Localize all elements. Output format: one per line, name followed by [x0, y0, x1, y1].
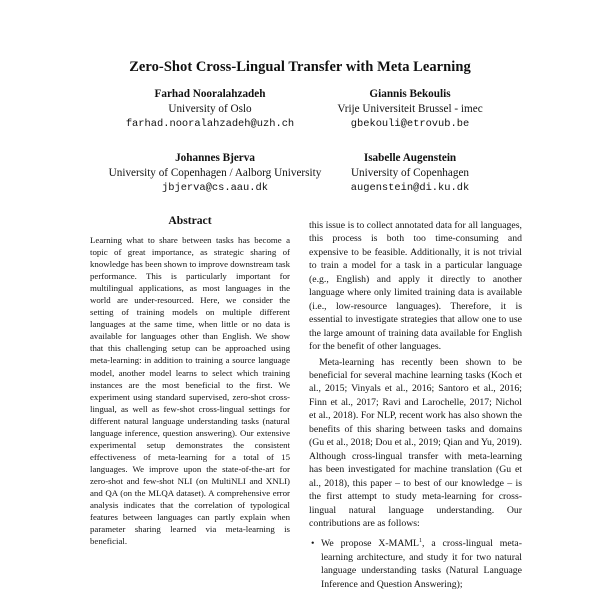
contribution-text-start: We propose X-MAML: [321, 538, 420, 550]
bullet-icon: •: [311, 538, 315, 550]
author-block-4: [300, 151, 520, 196]
author-name: Farhad Nooralahzadeh: [154, 88, 266, 100]
abstract-text: Learning what to share between tasks has become a topic of great importance, as strategic sharing of knowledge has been shown to improve downstream task performance. This is particularly important for multilingual applications, as most languages in the world are under-resourced. Here, we consider the setting of training models on multiple different languages at the same time, when little or no data is available for languages other than English. We show that this challenging setup can be approached using meta-learning: in addition to training a source language model, another model learns to select which training instances are the most beneficial to the first. We experiment using standard supervised, zero-shot cross-lingual, as well as few-shot cross-lingual settings for different natural language understanding tasks (natural language inference, question answering). Our extensive experimental setup demonstrates the consistent effectiveness of meta-learning for a total of 15 languages. We improve upon the state-of-the-art for zero-shot and few-shot NLI (on MultiNLI and XNLI) and QA (on the MLQA dataset). A comprehensive error analysis indicates that the correlation of typological features between languages can partly explain when parameter sharing learned via meta-learning is beneficial.: [90, 235, 290, 547]
body-paragraph-2: Meta-learning has recently been shown to be beneficial for several machine learning tasks (Koch et al., 2015; Vinyals et al., 2016; Santoro et al., 2016; Finn et al., 2017; Ravi and Larochelle, 2017; Nichol et al., 2018). For NLP, recent work has also shown the benefits of this sharing between tasks and domains (Gu et al., 2018; Dou et al., 2019; Qian and Yu, 2019). Although cross-lingual transfer with meta-learning has been investigated for machine translation (Gu et al., 2018), this paper – to best of our knowledge – is the first attempt to study meta-learning for cross-lingual natural language understanding. Our contributions are as follows:: [309, 356, 522, 529]
paper-title: Zero-Shot Cross-Lingual Transfer with Meta Learning: [129, 59, 471, 75]
author-block-1: [90, 87, 330, 132]
body-column-right: [309, 219, 522, 591]
author-email: gbekouli@etrovub.be: [350, 118, 470, 130]
footnote-marker: 1: [419, 538, 423, 545]
author-email: farhad.nooralahzadeh@uzh.ch: [125, 118, 295, 130]
author-affiliation: University of Copenhagen: [350, 167, 470, 179]
abstract-heading: Abstract: [168, 214, 212, 227]
contribution-text-end: , a cross-lingual meta-learning architecture, and study it for two natural language understanding tasks (Natural Language Inference and Question Answering);: [321, 538, 522, 590]
author-email: augenstein@di.ku.dk: [350, 182, 470, 194]
contribution-list: [309, 537, 522, 591]
author-email: jbjerva@cs.aau.dk: [161, 182, 268, 194]
author-block-3: [100, 151, 330, 196]
body-paragraph-1: this issue is to collect annotated data for all languages, this process is both too time-consuming and expensive to be feasible. Additionally, it is not trivial to train a model for a task in a particular language (e.g., English) and apply it directly to another language where only limited training data is available (i.e., low-resource languages). Therefore, it is essential to investigate strategies that allow one to use the large amount of training data available for English for the benefit of other languages.: [309, 220, 522, 353]
author-name: Johannes Bjerva: [175, 152, 255, 164]
author-name: Isabelle Augenstein: [363, 152, 457, 164]
author-block-2: [300, 87, 520, 132]
author-name: Giannis Bekoulis: [369, 88, 451, 100]
author-affiliation: University of Copenhagen / Aalborg University: [108, 167, 322, 179]
author-affiliation: University of Oslo: [168, 103, 252, 115]
contribution-item-1: [311, 537, 522, 591]
author-affiliation: Vrije Universiteit Brussel - imec: [337, 103, 483, 115]
